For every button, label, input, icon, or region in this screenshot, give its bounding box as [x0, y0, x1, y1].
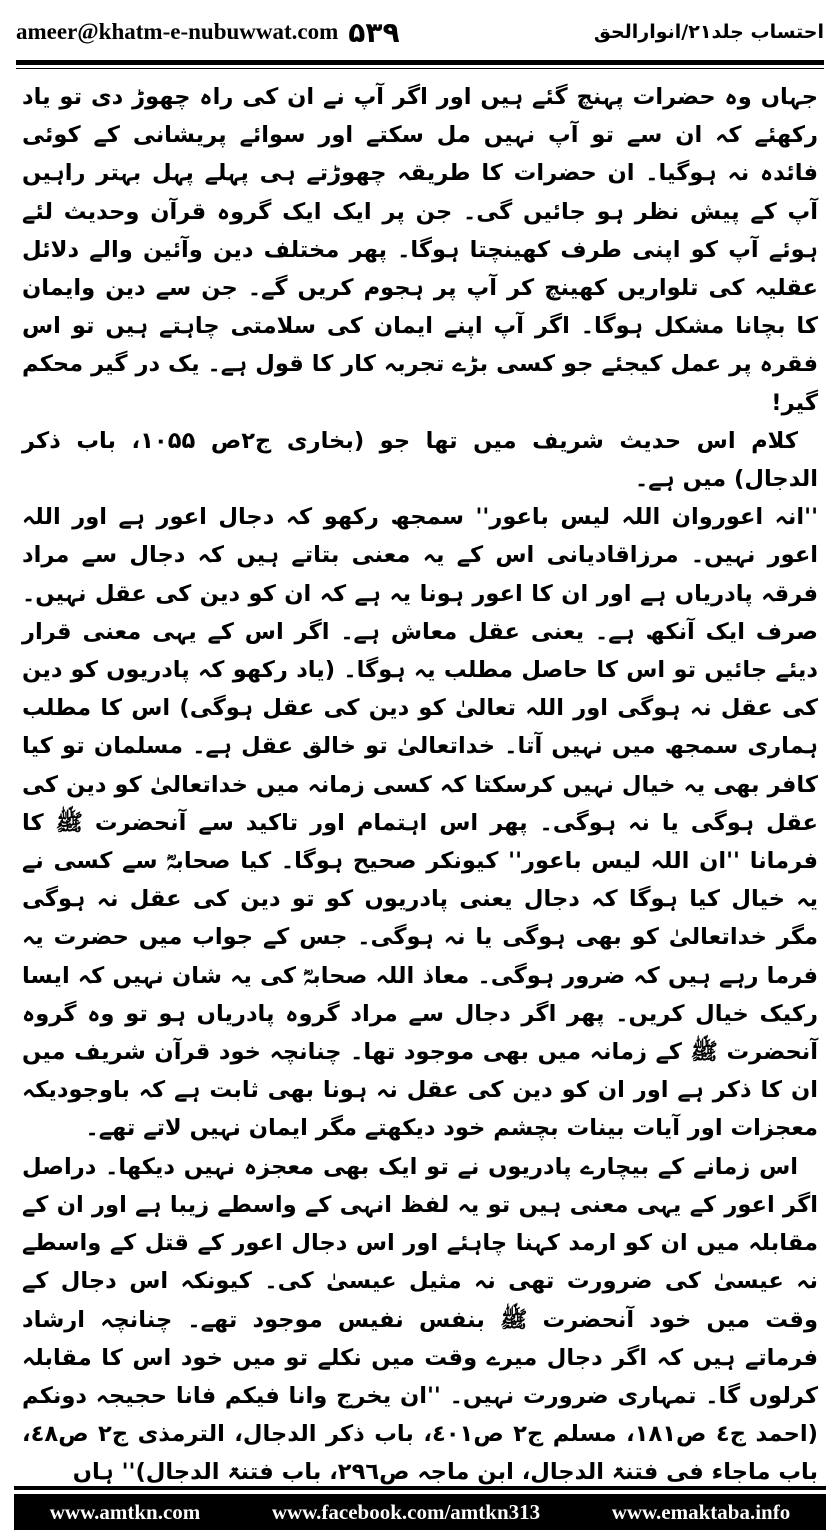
paragraph-1: جہاں وہ حضرات پہنچ گئے ہیں اور اگر آپ نے ان کی راہ چھوڑ دی تو یاد رکھئے کہ ان سے تو آپ نہیں مل سکتے اور سوائے پریشانی کے کوئی فائدہ نہ ہوگیا۔ ان حضرات کا طریقہ چھوڑتے ہی پہلے پہل بہتر راہیں آپ کے پیش نظر ہو جائیں گی۔ جن پر ایک ایک گروہ قرآن وحدیث لئے ہوئے آپ کو اپنی طرف کھینچتا ہوگا۔ پھر مختلف دین وآئین والے دلائل عقلیہ کی تلواریں کھینچ کر آپ پر ہجوم کریں گے۔ جن سے دین وایمان کا بچانا مشکل ہوگا۔ اگر آپ اپنے ایمان کی سلامتی چاہتے ہیں تو اس فقرہ پر عمل کیجئے جو کسی بڑے تجربہ کار کا قول ہے۔ یک در گیر محکم گیر!	[22, 84, 818, 416]
footer-link-facebook[interactable]: www.facebook.com/amtkn313	[271, 1499, 541, 1524]
footer-link-amtkn[interactable]: www.amtkn.com	[49, 1499, 201, 1524]
email-address: ameer@khatm-e-nubuwwat.com	[16, 19, 339, 44]
header-rule-thin	[16, 68, 824, 69]
book-title: احتساب جلد۲۱/انوارالحق	[593, 21, 824, 43]
header-rule-thick	[16, 60, 824, 65]
page-number: ۵۳۹	[348, 15, 400, 49]
page-body	[22, 78, 818, 1486]
footer-rule	[14, 1486, 826, 1490]
page-header	[16, 10, 824, 54]
footer-link-emaktaba[interactable]: www.emaktaba.info	[611, 1499, 791, 1524]
footer-bar	[14, 1494, 826, 1530]
paragraph-3: ''انہ اعوروان اللہ لیس باعور'' سمجھ رکھو کہ دجال اعور ہے اور اللہ اعور نہیں۔ مرزاقادیانی اس کے یہ معنی بتاتے ہیں کہ دجال سے مراد فرقہ پادریاں ہے اور ان کا اعور ہونا یہ ہے کہ ان کو دین کی عقل نہیں۔ صرف ایک آنکھ ہے۔ یعنی عقل معاش ہے۔ اگر اس کے یہی معنی قرار دیئے جائیں تو اس کا حاصل مطلب یہ ہوگا۔ (یاد رکھو کہ پادریوں کو دین کی عقل نہ ہوگی اور اللہ تعالیٰ کو دین کی عقل ہوگی) اس کا مطلب ہماری سمجھ میں نہیں آتا۔ خداتعالیٰ تو خالق عقل ہے۔ مسلمان تو کیا کافر بھی یہ خیال نہیں کرسکتا کہ کسی زمانہ میں خداتعالیٰ کو دین کی عقل ہوگی یا نہ ہوگی۔ پھر اس اہتمام اور تاکید سے آنحضرت ﷺ کا فرمانا ''ان اللہ لیس باعور'' کیونکر صحیح ہوگا۔ کیا صحابہؓ سے کسی نے یہ خیال کیا ہوگا کہ دجال یعنی پادریوں کو تو دین کی عقل نہ ہوگی مگر خداتعالیٰ کو بھی ہوگی یا نہ ہوگی۔ جس کے جواب میں حضرت یہ فرما رہے ہیں کہ ضرور ہوگی۔ معاذ اللہ صحابہؓ کی یہ شان نہیں کہ ایسا رکیک خیال کریں۔ پھر اگر دجال سے مراد گروہ پادریاں ہو تو وہ گروہ آنحضرت ﷺ کے زمانہ میں بھی موجود تھا۔ چنانچہ خود قرآن شریف میں ان کا ذکر ہے اور ان کو دین کی عقل نہ ہونا بھی ثابت ہے کہ باوجودیکہ معجزات اور آیات بینات بچشم خود دیکھتے مگر ایمان نہیں لاتے تھے۔	[22, 504, 818, 1142]
header-left	[16, 16, 400, 49]
paragraph-4: اس زمانے کے بیچارے پادریوں نے تو ایک بھی معجزہ نہیں دیکھا۔ دراصل اگر اعور کے یہی معنی ہیں تو یہ لفظ انہی کے واسطے زیبا ہے اور ان کے مقابلہ میں ان کو ارمد کہنا چاہئے اور اس دجال اعور کے قتل کے واسطے نہ عیسیٰ کی ضرورت تھی نہ مثیل عیسیٰ کی۔ کیونکہ اس دجال کے وقت میں خود آنحضرت ﷺ بنفس نفیس موجود تھے۔ چنانچہ ارشاد فرماتے ہیں کہ اگر دجال میرے وقت میں نکلے تو میں خود اس کا مقابلہ کرلوں گا۔ تمہاری ضرورت نہیں۔ ''ان یخرج وانا فیکم فانا حجیجہ دونکم (احمد ج٤ ص١٨١، مسلم ج٢ ص٤٠١، باب ذکر الدجال، الترمذی ج٢ ص٤٨، باب ماجاء فی فتنۃ الدجال، ابن ماجہ ص٢٩٦، باب فتنۃ الدجال)'' ہاں	[22, 1153, 818, 1486]
paragraph-2: کلام اس حدیث شریف میں تھا جو (بخاری ج۲ص ۱۰۵۵، باب ذکر الدجال) میں ہے۔	[22, 427, 818, 493]
